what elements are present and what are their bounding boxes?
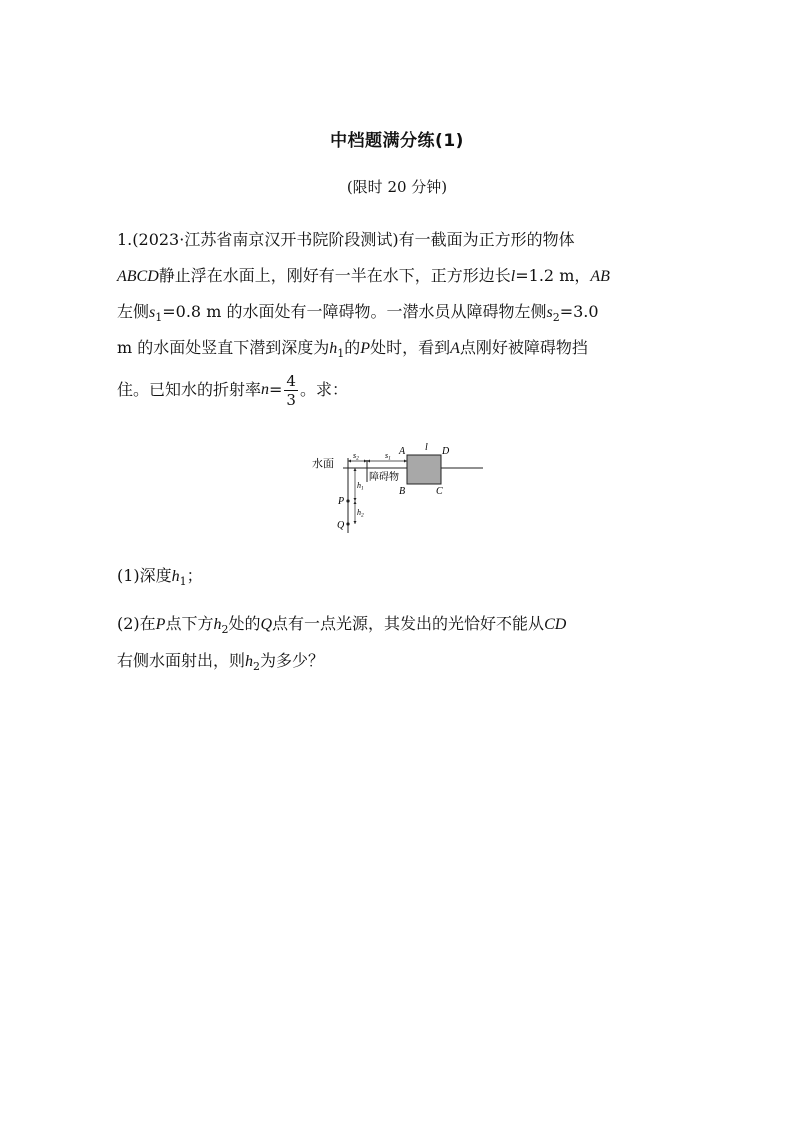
problem-number: 1.: [117, 230, 133, 249]
point-p: [346, 499, 349, 502]
question-text: 点有一点光源，其发出的光恰好不能从: [272, 614, 545, 633]
problem-text: 。求：: [299, 380, 348, 399]
point-c-label: C: [436, 486, 443, 497]
var-n: n: [261, 381, 270, 398]
problem-text: =1.2 m，: [515, 266, 591, 285]
s1-label: s1: [385, 451, 391, 462]
problem-line-1: [117, 222, 679, 258]
var-h2: h: [245, 653, 254, 670]
square-object: [407, 455, 441, 484]
problem-text: 点刚好被障碍物挡: [459, 338, 588, 357]
problem-text: 左侧: [117, 302, 150, 321]
var-a: A: [450, 340, 460, 357]
point-q: [346, 522, 349, 525]
time-limit: (限时 20 分钟): [346, 178, 448, 196]
obstacle-label: 障碍物: [369, 472, 399, 483]
var-s2-sub: 2: [552, 311, 560, 325]
var-p: P: [360, 340, 371, 357]
var-h2: h: [213, 616, 222, 633]
var-cd: CD: [544, 616, 567, 633]
arrow-icon: [354, 498, 357, 501]
question-text: 为多少？: [260, 651, 325, 670]
problem-text: 处时，看到: [370, 338, 451, 357]
page-title: 中档题满分练(1): [330, 131, 464, 151]
fraction-four-thirds: [284, 372, 298, 409]
h2-label: h2: [357, 508, 364, 519]
var-ab: AB: [590, 268, 610, 285]
point-b-label: B: [399, 486, 406, 497]
problem-line-2: [117, 258, 679, 294]
problem-text: 住。已知水的折射率: [117, 380, 262, 399]
problem-text: 的: [344, 338, 361, 357]
point-p-label: P: [338, 496, 345, 507]
water-label: 水面: [312, 458, 334, 470]
var-q: Q: [260, 616, 273, 633]
question-text: ；: [186, 566, 203, 585]
var-abcd: ABCD: [117, 268, 159, 285]
var-h1-sub: 1: [337, 347, 345, 361]
question-2: [117, 606, 679, 680]
question-text: 点下方: [165, 614, 214, 633]
arrow-icon: [354, 521, 357, 524]
var-s1-sub: 1: [155, 311, 163, 325]
var-h1-sub: 1: [179, 575, 187, 589]
problem-text: 有一截面为正方形的物体: [398, 230, 575, 249]
var-l: l: [510, 268, 516, 285]
arrow-icon: [354, 501, 357, 504]
question-text: 处的: [228, 614, 261, 633]
problem-text: 静止浮在水面上，刚好有一半在水下，正方形边长: [158, 266, 511, 285]
problem-text: =0.8 m 的水面处有一障碍物。一潜水员从障碍物左侧: [162, 302, 547, 321]
problem-statement: [117, 222, 679, 414]
diagram-svg: [305, 440, 485, 535]
fraction-numerator: 4: [286, 371, 296, 390]
problem-line-3: [117, 294, 679, 330]
var-h2-sub: 2: [221, 623, 229, 637]
var-s1: s: [149, 304, 156, 321]
h1-label: h1: [357, 481, 364, 492]
var-p: P: [155, 616, 166, 633]
problem-text: m 的水面处竖直下潜到深度为: [117, 338, 330, 357]
var-h1: h: [171, 568, 180, 585]
physics-diagram: [305, 440, 485, 535]
point-d-label: D: [442, 446, 450, 457]
point-a-label: A: [399, 446, 406, 457]
problem-line-5: [117, 366, 679, 414]
equals-sign: =: [269, 380, 283, 399]
question-1: [117, 558, 679, 595]
s2-label: s2: [353, 451, 359, 462]
problem-line-4: [117, 330, 679, 366]
question-text: 右侧水面射出，则: [117, 651, 246, 670]
problem-source: (2023·江苏省南京汉开书院阶段测试): [132, 230, 399, 249]
fraction-denominator: 3: [286, 390, 296, 409]
var-h2-sub: 2: [253, 660, 261, 674]
problem-text: =3.0: [559, 302, 599, 321]
l-label: l: [425, 442, 428, 453]
point-q-label: Q: [337, 520, 345, 531]
question-text: (1)深度: [117, 566, 172, 585]
var-h1: h: [329, 340, 338, 357]
question-text: (2)在: [117, 614, 156, 633]
var-s2: s: [546, 304, 553, 321]
